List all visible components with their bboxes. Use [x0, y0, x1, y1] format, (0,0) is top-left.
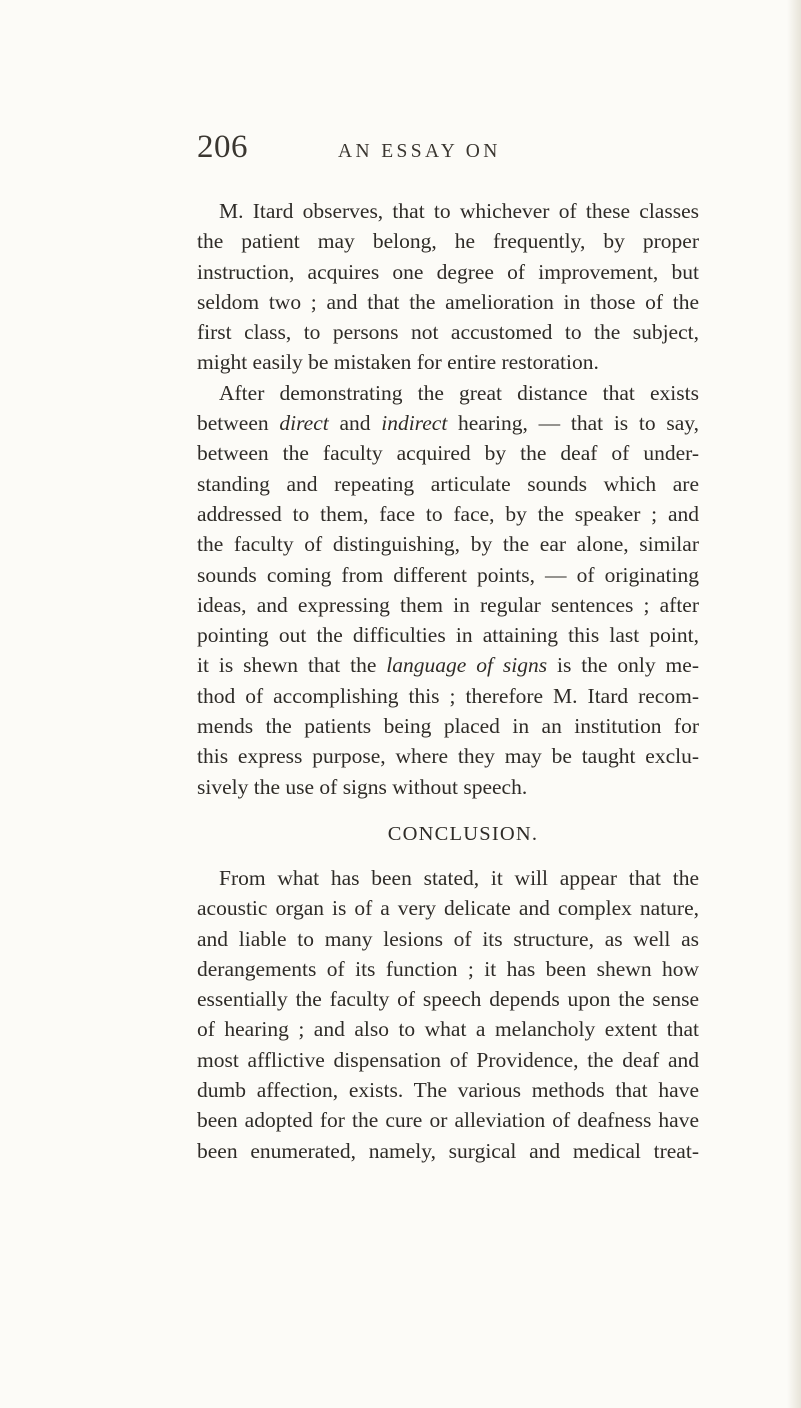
paragraph-conclusion [197, 863, 699, 1166]
page-number: 206 [197, 129, 248, 165]
paragraph-direct-indirect-hearing [197, 378, 699, 802]
text-line [197, 408, 699, 438]
text-line: and liable to many lesions of its structure, as well as [197, 926, 699, 951]
text-run: between [197, 411, 280, 436]
text-line: sively the use of signs without speech. [197, 774, 528, 799]
text-run: it is shewn that the [197, 653, 387, 678]
text-line: between the faculty acquired by the deaf of under- [197, 441, 699, 466]
text-line: mends the patients being placed in an institution for [197, 714, 699, 739]
text-line: ideas, and expressing them in regular sentences ; after [197, 592, 699, 617]
italic-term-language-of-signs: language of signs [386, 653, 548, 678]
text-run: and [328, 411, 382, 436]
text-line: From what has been stated, it will appear that the [219, 865, 699, 890]
text-line: acoustic organ is of a very delicate and complex nature, [197, 896, 699, 921]
text-line: might easily be mistaken for entire restoration. [197, 350, 599, 375]
italic-term-indirect: indirect [381, 411, 448, 436]
section-heading-conclusion: CONCLUSION. [387, 822, 539, 845]
text-line: most afflictive dispensation of Providence, the deaf and [197, 1047, 699, 1072]
text-line [197, 650, 699, 680]
paragraph-itard-observations [197, 196, 699, 378]
italic-term-direct: direct [279, 411, 329, 436]
text-line: the faculty of distinguishing, by the ear alone, similar [197, 532, 699, 557]
body-text [197, 196, 699, 1166]
text-line: the patient may belong, he frequently, by proper [197, 229, 699, 254]
text-line: of hearing ; and also to what a melancholy extent that [197, 1017, 699, 1042]
text-line: first class, to persons not accustomed to the subject, [197, 320, 699, 345]
text-line: been enumerated, namely, surgical and medical treat- [197, 1138, 699, 1163]
text-line: standing and repeating articulate sounds which are [197, 471, 699, 496]
text-line: seldom two ; and that the amelioration in those of the [197, 289, 699, 314]
text-run: is the only me- [547, 653, 699, 678]
text-run: hearing, — that is to say, [447, 411, 699, 436]
text-line: derangements of its function ; it has been shewn how [197, 956, 699, 981]
text-line: thod of accomplishing this ; therefore M. Itard recom- [197, 683, 699, 708]
page-edge-shadow [787, 0, 801, 1408]
text-line: M. Itard observes, that to whichever of these classes [219, 199, 699, 223]
text-line: instruction, acquires one degree of improvement, but [197, 259, 699, 284]
running-head: AN ESSAY ON [338, 141, 501, 162]
text-line: essentially the faculty of speech depends upon the sense [197, 987, 699, 1012]
text-line: been adopted for the cure or alleviation of deafness have [197, 1108, 699, 1133]
text-line: dumb affection, exists. The various methods that have [197, 1078, 699, 1103]
text-line: pointing out the difficulties in attaining this last point, [197, 623, 699, 648]
text-line: addressed to them, face to face, by the speaker ; and [197, 501, 699, 526]
text-line: After demonstrating the great distance that exists [219, 380, 699, 405]
text-line: sounds coming from different points, — of originating [197, 562, 699, 587]
text-line: this express purpose, where they may be taught exclu- [197, 744, 699, 769]
